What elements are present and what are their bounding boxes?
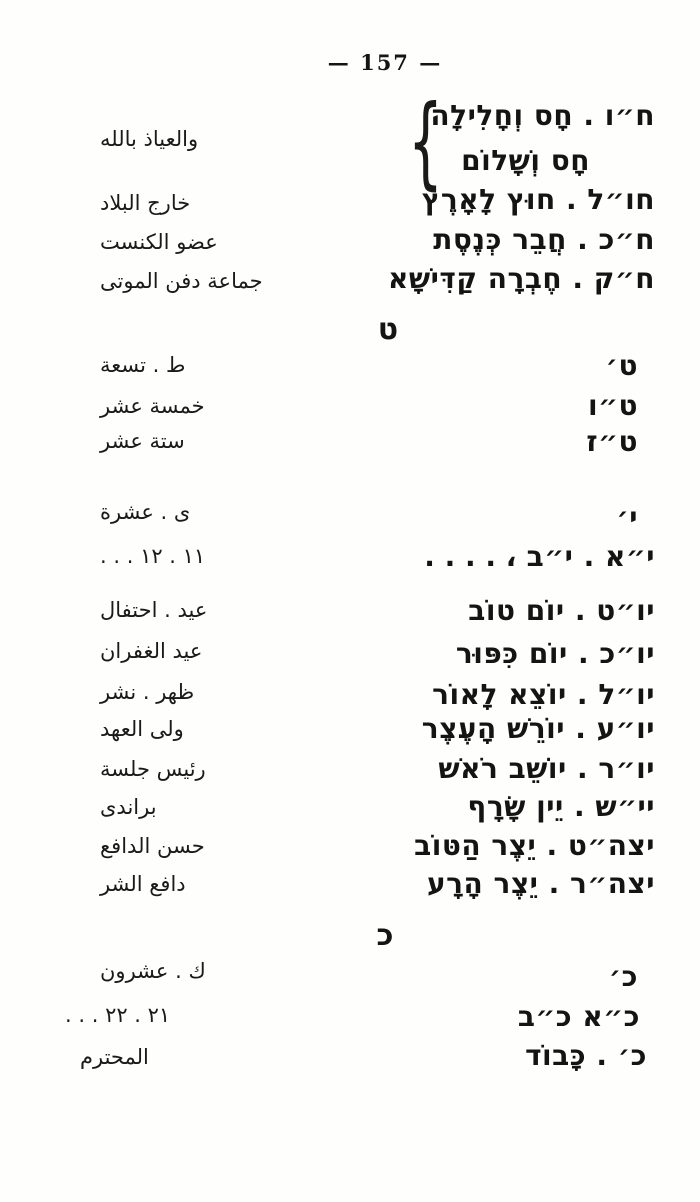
hebrew-term: כ׳ . כָּבוֹד — [525, 1039, 647, 1072]
arabic-translation: خمسة عشر — [100, 394, 205, 418]
arabic-translation: ٢١ . ٢٢ . . . — [65, 1003, 171, 1027]
hebrew-term: ח״כ . חֲבֵר כְּנֶסֶת — [433, 223, 655, 256]
section-heading-kaf: כ — [376, 918, 394, 953]
hebrew-term: ח״ו . חָס וְחָלִילָה — [430, 99, 655, 132]
hebrew-term: כ׳ — [608, 960, 638, 993]
page-number: — 157 — — [327, 50, 443, 75]
arabic-translation: ظهر . نشر — [100, 680, 195, 704]
hebrew-term: כ״א כ״ב — [517, 1000, 640, 1033]
arabic-translation: عيد . احتفال — [100, 598, 208, 622]
section-heading-tet: ט — [377, 312, 399, 347]
arabic-translation: ولى العهد — [100, 717, 184, 741]
hebrew-term: יי״ש . יֵין שָׂרָף — [467, 790, 655, 823]
arabic-translation: عيد الغفران — [100, 639, 203, 663]
hebrew-term: יו״ל . יוֹצֵא לָאוֹר — [432, 678, 655, 711]
arabic-translation: ى . عشرة — [100, 500, 191, 524]
arabic-translation: ك . عشرون — [100, 959, 206, 983]
arabic-translation: ط . تسعة — [100, 353, 186, 377]
arabic-translation: خارج البلاد — [100, 191, 191, 215]
arabic-translation: ١١ . ١٢ . . . — [100, 544, 206, 568]
arabic-translation: رئيس جلسة — [100, 757, 206, 781]
hebrew-term: יו״כ . יוֹם כִּפּוּר — [455, 637, 655, 670]
hebrew-term: ט״ז — [586, 425, 638, 458]
hebrew-term: י״א . י״ב ، . . . . — [424, 540, 655, 573]
hebrew-term: ח״ק . חֶבְרָה קַדִּישָׁא — [388, 262, 655, 295]
hebrew-term: י׳ — [616, 501, 638, 534]
arabic-translation: براندى — [100, 795, 157, 819]
arabic-translation: عضو الكنست — [100, 230, 218, 254]
grouping-brace: { — [408, 83, 443, 200]
hebrew-term: יצה״ט . יֵצֶר הַטּוֹב — [414, 829, 655, 862]
hebrew-term: יו״ט . יוֹם טוֹב — [468, 594, 655, 627]
arabic-translation: حسن الدافع — [100, 834, 205, 858]
hebrew-term: יו״ע . יוֹרֵשׁ הָעֶצֶר — [421, 712, 655, 745]
hebrew-term: ט׳ — [605, 349, 638, 382]
arabic-translation: ستة عشر — [100, 429, 185, 453]
arabic-translation: جماعة دفن الموتى — [100, 269, 263, 293]
hebrew-term-variant: חָס וְשָׁלוֹם — [461, 144, 590, 177]
hebrew-term: יצה״ר . יֵצֶר הָרָע — [427, 867, 655, 900]
arabic-translation: والعياذ بالله — [100, 127, 199, 151]
arabic-translation: المحترم — [80, 1045, 149, 1069]
arabic-translation: دافع الشر — [100, 872, 186, 896]
hebrew-term: יו״ר . יוֹשֵׁב רֹאשׁ — [438, 752, 655, 785]
hebrew-term: חו״ל . חוּץ לָאָרֶץ — [421, 183, 655, 216]
hebrew-term: ט״ו — [587, 389, 638, 422]
